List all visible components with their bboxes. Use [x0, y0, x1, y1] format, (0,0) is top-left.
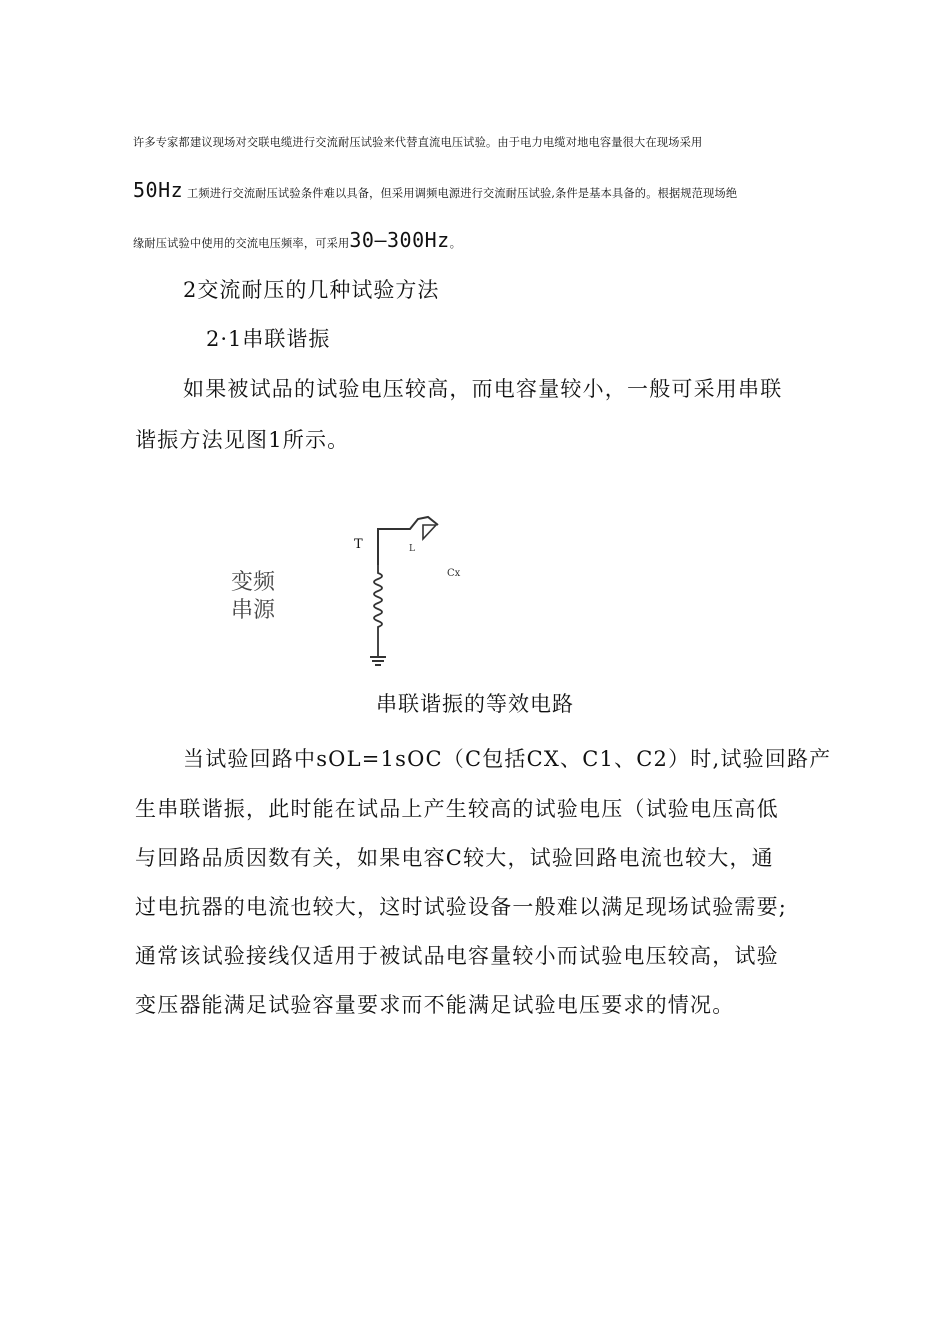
intro-line-3-end: 。: [449, 237, 462, 250]
figure-caption: 串联谐振的等效电路: [376, 692, 574, 716]
para2-line-5: 通常该试验接线仅适用于被试品电容量较小而试验电压较高，试验: [135, 944, 779, 968]
intro-line-1: 许多专家都建议现场对交联电缆进行交流耐压试验来代替直流电压试验。由于电力电缆对地电容量很大在现场采用: [133, 136, 703, 149]
transformer-coil: [374, 565, 382, 657]
para2-line-6: 变压器能满足试验容量要求而不能满足试验电压要求的情况。: [135, 993, 735, 1017]
para1-line-1: 如果被试品的试验电压较高，而电容量较小，一般可采用串联: [183, 377, 783, 401]
source-label-line-1: 变频: [231, 570, 276, 595]
intro-line-2-text: 工频进行交流耐压试验条件难以具备，但采用调频电源进行交流耐压试验,条件是基本具备的。根据规范现场绝: [186, 187, 738, 200]
para1-line-2: 谐振方法见图1所示。: [135, 428, 350, 452]
intro-line-3-text: 缘耐压试验中使用的交流电压频率，可采用: [133, 237, 350, 250]
section-heading: 2交流耐压的几种试验方法: [183, 278, 440, 302]
series-resonance-circuit-figure: [220, 505, 490, 680]
source-label-line-2: 串源: [231, 598, 276, 623]
label-l: L: [409, 544, 415, 554]
frequency-range: 30—300Hz: [349, 228, 450, 252]
para2-line-1: 当试验回路中sOL=1sOC（C包括CX、C1、C2）时,试验回路产: [183, 747, 832, 771]
para2-line-4: 过电抗器的电流也较大，这时试验设备一般难以满足现场试验需要;: [135, 895, 788, 919]
label-cx: Cx: [447, 568, 461, 579]
para2-line-3: 与回路品质因数有关，如果电容C较大，试验回路电流也较大，通: [135, 846, 774, 870]
para2-line-2: 生串联谐振，此时能在试品上产生较高的试验电压（试验电压高低: [135, 797, 779, 821]
label-t: T: [354, 537, 363, 552]
intro-line-2: [133, 178, 737, 202]
frequency-50hz: 50Hz: [133, 178, 184, 202]
intro-line-3: [133, 228, 461, 252]
inductor-shape: [423, 525, 436, 539]
subsection-heading: 2·1串联谐振: [206, 327, 331, 351]
circuit-diagram: [220, 505, 490, 680]
